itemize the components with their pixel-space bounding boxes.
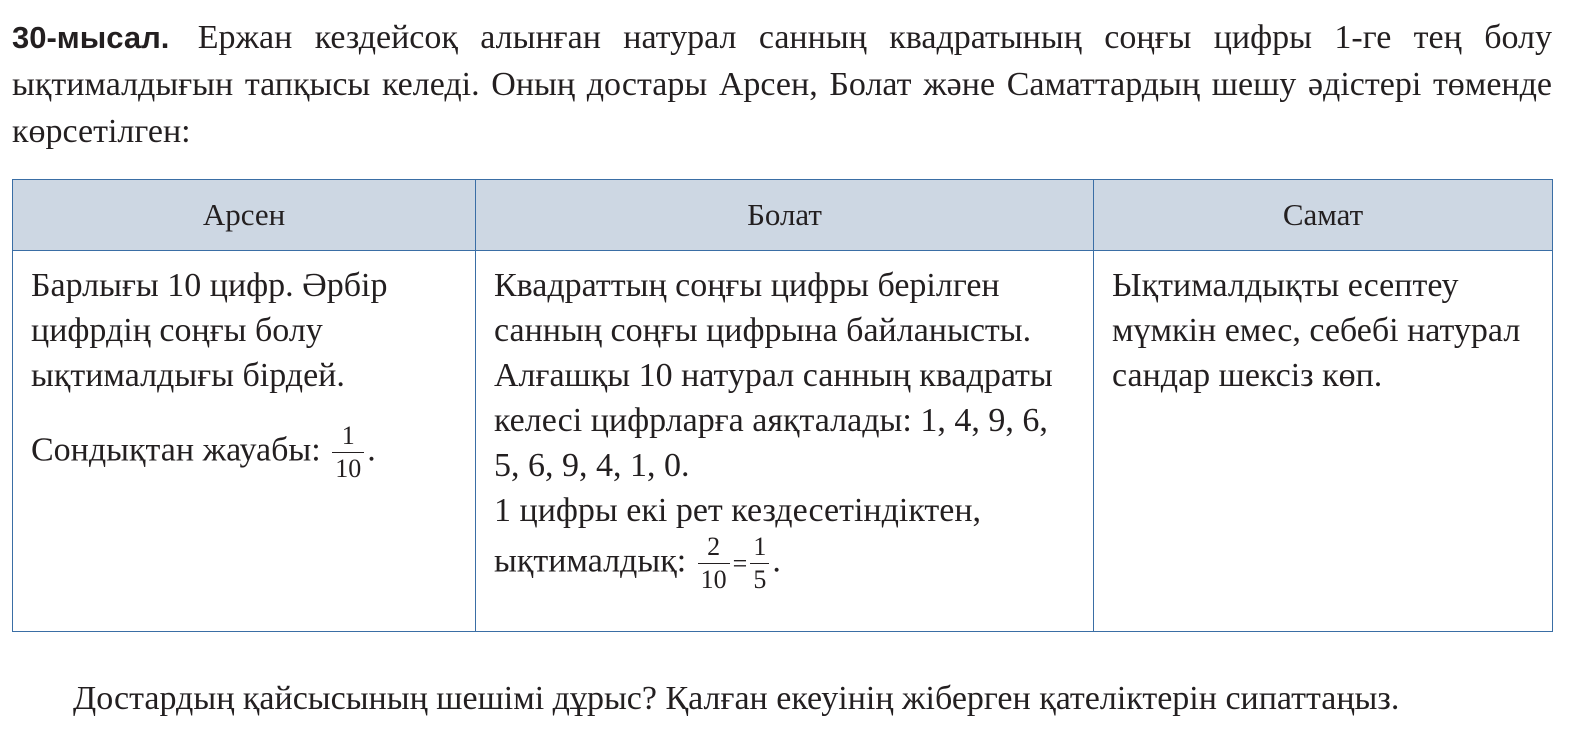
header-arsen: Арсен	[13, 180, 476, 251]
bolat-observation: 1 цифры екі рет кездесетіндіктен,	[494, 492, 982, 529]
example-text: Ержан кездейсоқ алынған натурал санның квадратының соңғы цифры 1-ге тең болу ықтималдығын тапқысы келеді. Оның достары Арсен, Болат және Саматтардың шешу әдістері төменде көрсетілген:	[12, 19, 1553, 150]
solutions-table	[12, 179, 1553, 632]
arsen-fraction-numerator: 1	[332, 422, 364, 453]
bolat-answer-prefix: ықтималдық:	[494, 542, 687, 580]
table-row	[13, 251, 1553, 632]
bolat-fraction-1-denominator: 10	[700, 565, 727, 594]
arsen-answer-prefix: Сондықтан жауабы:	[31, 431, 321, 469]
example-intro	[12, 14, 1552, 155]
bolat-equals-sign: =	[732, 549, 748, 578]
arsen-answer	[31, 422, 459, 483]
bolat-fraction-2-denominator: 5	[753, 565, 767, 594]
bolat-answer	[494, 533, 1077, 594]
arsen-fraction-denominator: 10	[335, 454, 362, 483]
bolat-reasoning: Квадраттың соңғы цифры берілген санның соңғы цифрына байланысты. Алғашқы 10 натурал санның квадраты келесі цифрларға аяқталады: 1, 4, 9, 6, 5, 6, 9, 4, 1, 0.	[494, 267, 1053, 484]
arsen-fraction	[332, 422, 364, 483]
arsen-solution	[13, 251, 476, 632]
bolat-fraction-2	[750, 533, 769, 594]
bolat-fraction-1-numerator: 2	[698, 533, 730, 564]
header-bolat: Болат	[476, 180, 1094, 251]
bolat-solution	[476, 251, 1094, 632]
example-label: 30-мысал.	[12, 20, 170, 55]
header-samat: Самат	[1094, 180, 1553, 251]
bolat-answer-end: .	[772, 542, 781, 580]
question-text: Достардың қайсысының шешімі дұрыс? Қалған екеуінің жіберген қателіктерін сипаттаңыз.	[73, 680, 1400, 717]
samat-solution	[1094, 251, 1553, 632]
samat-reasoning: Ықтималдықты есептеу мүмкін емес, себебі натурал сандар шексіз көп.	[1112, 267, 1521, 394]
bolat-fraction-2-numerator: 1	[750, 533, 769, 564]
arsen-reasoning: Барлығы 10 цифр. Әрбір цифрдің соңғы болу ықтималдығы бірдей.	[31, 267, 388, 394]
arsen-answer-end: .	[367, 431, 376, 469]
bolat-fraction-1	[698, 533, 730, 594]
table-header-row	[13, 180, 1553, 251]
